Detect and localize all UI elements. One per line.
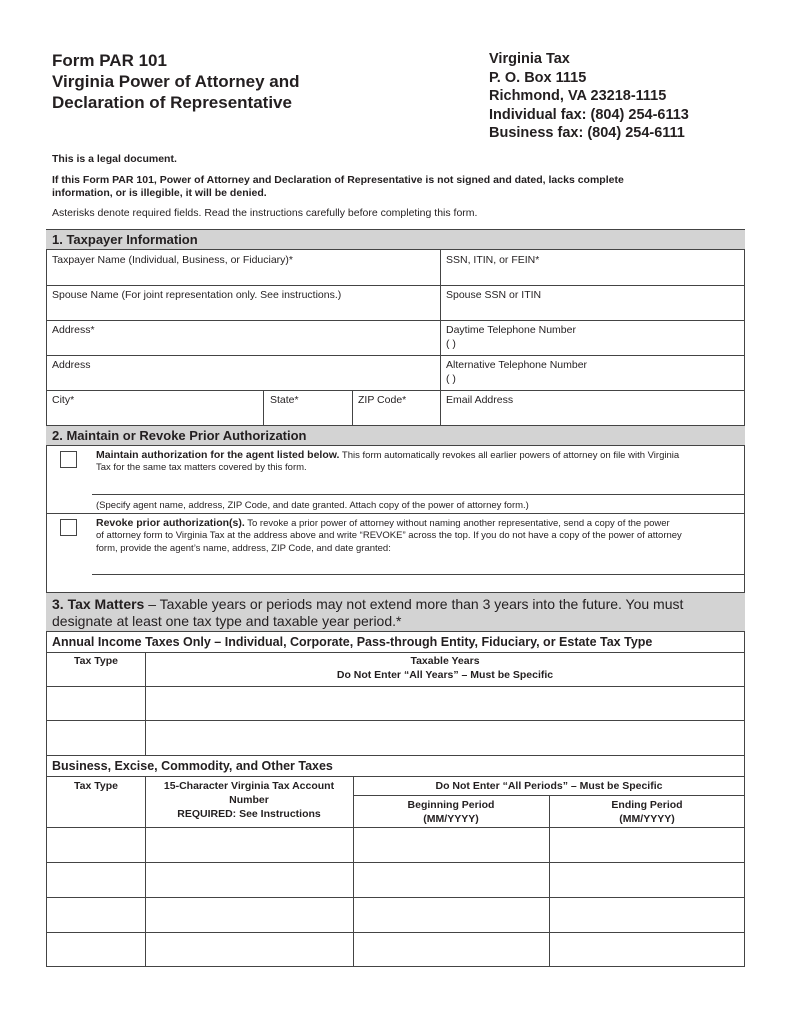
warning-line2: information, or is illegible, it will be denied.: [52, 187, 267, 199]
section2-heading: 2. Maintain or Revoke Prior Authorization: [46, 425, 745, 446]
maintain-checkbox[interactable]: [60, 451, 77, 468]
periods-note: Do Not Enter “All Periods” – Must be Specific: [435, 780, 663, 792]
specify-note: (Specify agent name, address, ZIP Code, and date granted. Attach copy of the power of attorney form.): [96, 500, 529, 511]
taxpayer-name-label: Taxpayer Name (Individual, Business, or Fiduciary)*: [52, 254, 294, 266]
address1-label: Address*: [52, 324, 95, 336]
annual-tax-type-header: Tax Type: [74, 655, 118, 667]
maintain-text: Maintain authorization for the agent listed below. This form automatically revokes all earlier powers of attorney on file with Virginia: [96, 449, 680, 461]
agency-name: Virginia Tax: [489, 51, 570, 67]
taxable-years-header: Taxable Years: [410, 655, 480, 667]
ssn-label: SSN, ITIN, or FEIN*: [446, 254, 540, 266]
legal-notice: This is a legal document.: [52, 153, 177, 165]
beginning-period-header: Beginning Period: [407, 799, 495, 811]
ending-period-format: (MM/YYYY): [619, 813, 675, 825]
spouse-ssn-label: Spouse SSN or ITIN: [446, 289, 542, 301]
maintain-text-line2: Tax for the same tax matters covered by this form.: [96, 462, 307, 473]
alt-phone-area: ( ): [446, 373, 456, 385]
business-taxes-heading: Business, Excise, Commodity, and Other Taxes: [52, 759, 333, 773]
form-title-line2: Declaration of Representative: [52, 93, 292, 112]
day-phone-label: Daytime Telephone Number: [446, 324, 576, 336]
revoke-text: Revoke prior authorization(s). To revoke a prior power of attorney without naming another representative, send a copy of the power: [96, 517, 670, 529]
zip-label: ZIP Code*: [358, 394, 407, 406]
revoke-checkbox[interactable]: [60, 519, 77, 536]
state-label: State*: [270, 394, 299, 406]
address2-label: Address: [52, 359, 91, 371]
business-tax-type-header: Tax Type: [74, 780, 118, 792]
revoke-text-line3: form, provide the agent’s name, address, ZIP Code, and date granted:: [96, 543, 391, 554]
agent-info-line[interactable]: [92, 494, 744, 495]
revoke-info-line[interactable]: [92, 574, 744, 575]
section3-heading: 3. Tax Matters – Taxable years or periods may not extend more than 3 years into the future. You must: [52, 596, 684, 612]
account-number-required: REQUIRED: See Instructions: [177, 808, 321, 820]
form-title-line1: Virginia Power of Attorney and: [52, 72, 300, 91]
business-fax: Business fax: (804) 254-6111: [489, 125, 685, 141]
revoke-text-line2: of attorney form to Virginia Tax at the address above and write “REVOKE” across the top. If you do not have a copy of the power of attorney: [96, 530, 682, 541]
warning-line1: If this Form PAR 101, Power of Attorney and Declaration of Representative is not signed and dated, lacks complete: [52, 174, 624, 186]
asterisk-note: Asterisks denote required fields. Read the instructions carefully before completing this form.: [52, 207, 478, 219]
annual-taxes-heading: Annual Income Taxes Only – Individual, Corporate, Pass-through Entity, Fiduciary, or Estate Tax Type: [52, 635, 653, 649]
agency-po-box: P. O. Box 1115: [489, 69, 587, 86]
city-label: City*: [52, 394, 75, 406]
form-id: Form PAR 101: [52, 51, 167, 70]
section3-heading-line2: designate at least one tax type and taxable year period.*: [52, 613, 402, 629]
ending-period-header: Ending Period: [611, 799, 683, 811]
day-phone-area: ( ): [446, 338, 456, 350]
alt-phone-label: Alternative Telephone Number: [446, 359, 588, 371]
agency-city-state: Richmond, VA 23218-1115: [489, 88, 667, 104]
individual-fax: Individual fax: (804) 254-6113: [489, 106, 689, 123]
account-number-header-line2: Number: [229, 794, 269, 806]
beginning-period-format: (MM/YYYY): [423, 813, 479, 825]
email-label: Email Address: [446, 394, 514, 406]
account-number-header-line1: 15-Character Virginia Tax Account: [163, 780, 335, 792]
section1-heading: 1. Taxpayer Information: [46, 229, 745, 250]
spouse-name-label: Spouse Name (For joint representation only. See instructions.): [52, 289, 342, 301]
taxable-years-note: Do Not Enter “All Years” – Must be Specific: [336, 669, 554, 681]
